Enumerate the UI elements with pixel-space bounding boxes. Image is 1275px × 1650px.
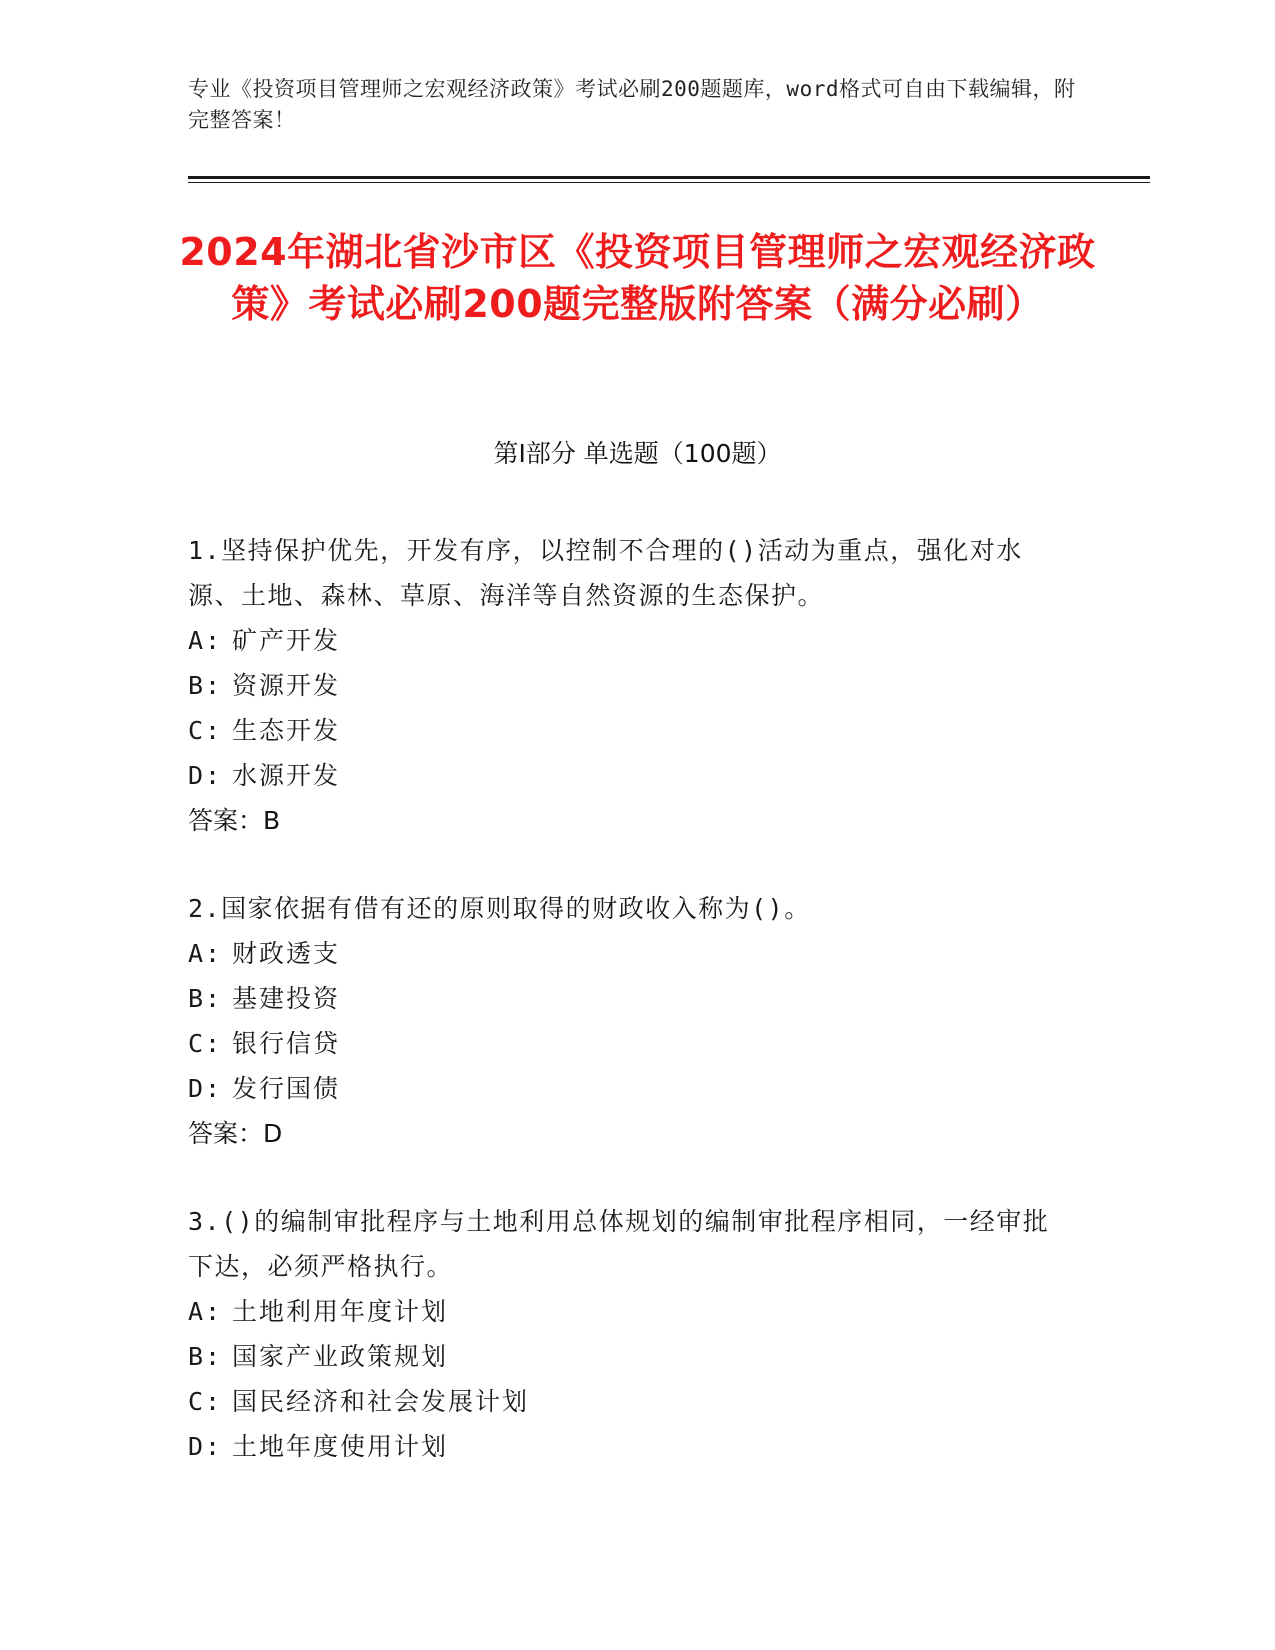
option-text: 土地利用年度计划 bbox=[232, 1297, 449, 1326]
option-key: D: bbox=[188, 1432, 223, 1461]
option-d bbox=[188, 1066, 1068, 1111]
question-3 bbox=[188, 1199, 1068, 1469]
option-text: 水源开发 bbox=[232, 761, 341, 790]
header-divider-thick bbox=[188, 176, 1150, 179]
option-key: B: bbox=[188, 671, 223, 700]
question-stem: 1.坚持保护优先，开发有序，以控制不合理的()活动为重点，强化对水源、土地、森林、草原、海洋等自然资源的生态保护。 bbox=[188, 536, 1023, 610]
option-text: 财政透支 bbox=[232, 939, 341, 968]
question-1 bbox=[188, 528, 1068, 844]
option-key: A: bbox=[188, 939, 223, 968]
option-d bbox=[188, 1424, 1068, 1469]
option-key: C: bbox=[188, 1387, 223, 1416]
option-text: 土地年度使用计划 bbox=[232, 1432, 449, 1461]
question-2 bbox=[188, 886, 1068, 1157]
question-list bbox=[188, 528, 1068, 1511]
question-stem: 2.国家依据有借有还的原则取得的财政收入称为()。 bbox=[188, 894, 811, 923]
option-text: 国民经济和社会发展计划 bbox=[232, 1387, 530, 1416]
option-text: 发行国债 bbox=[232, 1074, 341, 1103]
option-key: B: bbox=[188, 1342, 223, 1371]
option-key: B: bbox=[188, 984, 223, 1013]
document-title: 2024年湖北省沙市区《投资项目管理师之宏观经济政策》考试必刷200题完整版附答案（满分必刷） bbox=[179, 230, 1096, 326]
option-a bbox=[188, 1289, 1068, 1334]
answer-line: 答案：D bbox=[188, 1119, 283, 1148]
option-key: C: bbox=[188, 1029, 223, 1058]
option-d bbox=[188, 753, 1068, 798]
option-c bbox=[188, 1021, 1068, 1066]
option-b bbox=[188, 1334, 1068, 1379]
option-key: A: bbox=[188, 626, 223, 655]
option-key: A: bbox=[188, 1297, 223, 1326]
option-text: 银行信贷 bbox=[232, 1029, 341, 1058]
section-title: 第I部分 单选题（100题） bbox=[493, 439, 782, 468]
answer-line: 答案：B bbox=[188, 806, 281, 835]
option-c bbox=[188, 708, 1068, 753]
option-text: 矿产开发 bbox=[232, 626, 341, 655]
option-text: 国家产业政策规划 bbox=[232, 1342, 449, 1371]
option-a bbox=[188, 618, 1068, 663]
option-key: C: bbox=[188, 716, 223, 745]
header-note: 专业《投资项目管理师之宏观经济政策》考试必刷200题题库，word格式可自由下载编辑，附完整答案！ bbox=[188, 77, 1076, 132]
option-b bbox=[188, 663, 1068, 708]
option-text: 基建投资 bbox=[232, 984, 341, 1013]
option-a bbox=[188, 931, 1068, 976]
option-c bbox=[188, 1379, 1068, 1424]
option-b bbox=[188, 976, 1068, 1021]
option-key: D: bbox=[188, 761, 223, 790]
header-divider-thin bbox=[188, 182, 1150, 183]
option-text: 资源开发 bbox=[232, 671, 341, 700]
question-stem: 3.()的编制审批程序与土地利用总体规划的编制审批程序相同，一经审批下达，必须严格执行。 bbox=[188, 1207, 1050, 1281]
option-key: D: bbox=[188, 1074, 223, 1103]
option-text: 生态开发 bbox=[232, 716, 341, 745]
